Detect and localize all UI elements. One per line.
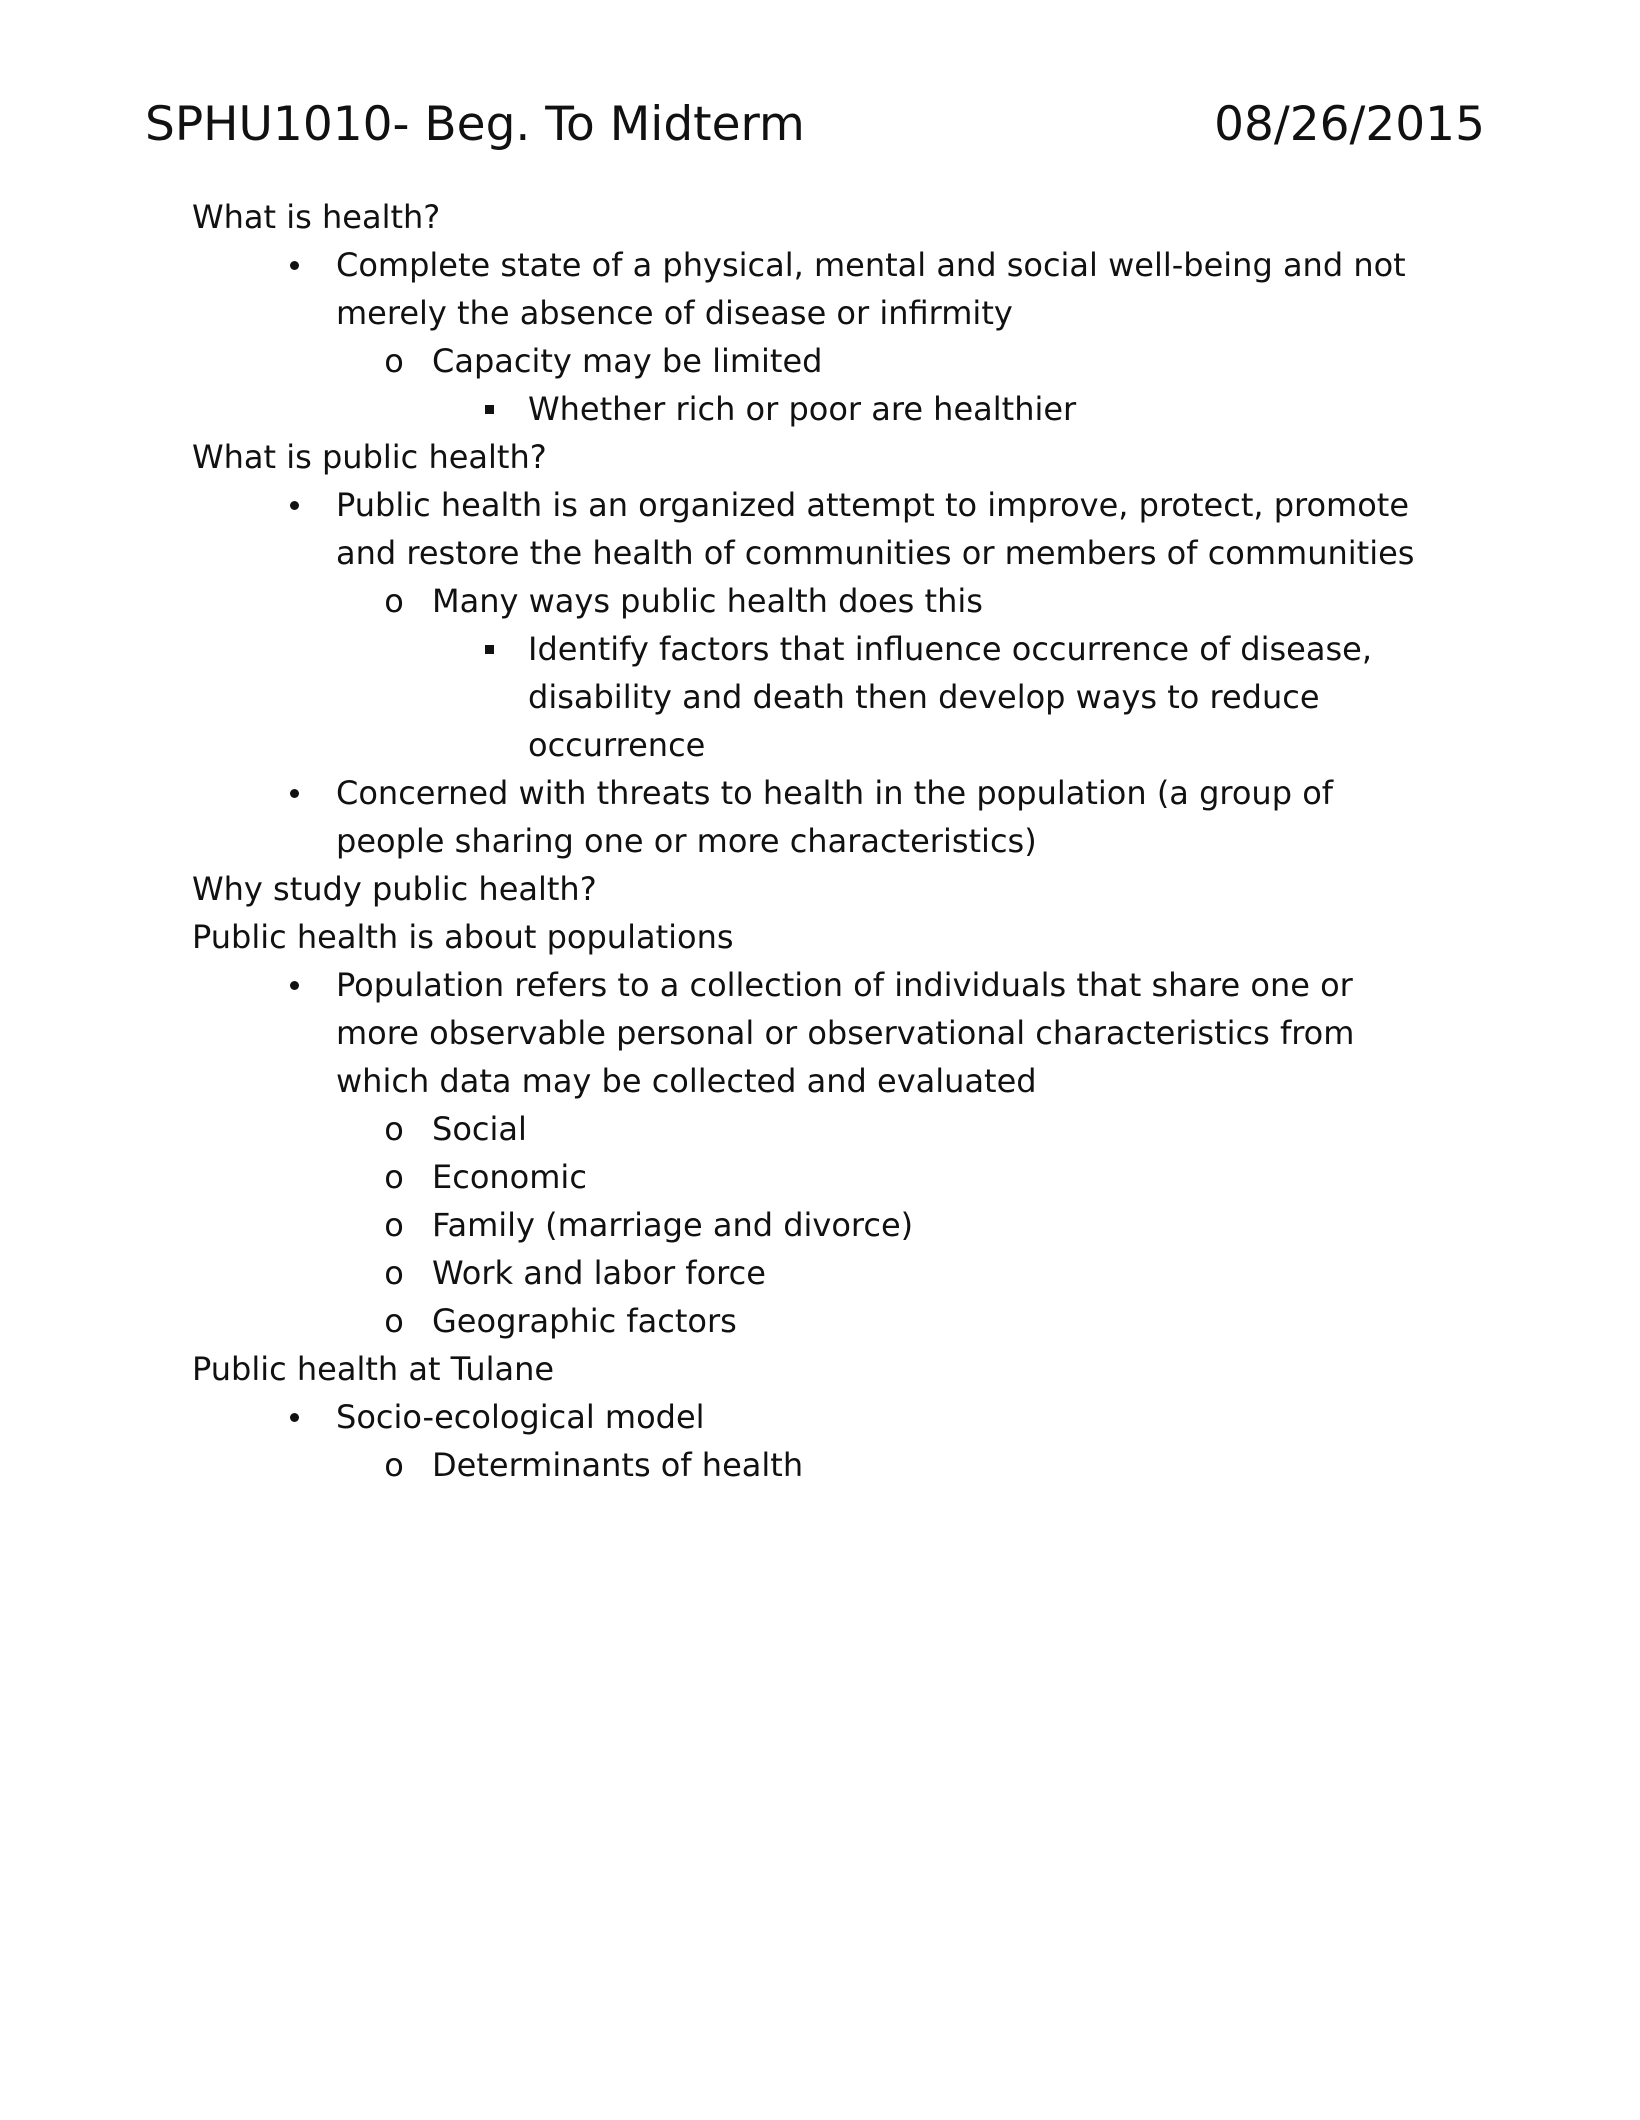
section-heading [0, 913, 1640, 961]
bullet-icon [279, 961, 309, 1009]
square-bullet-icon [474, 625, 504, 673]
line-text: Public health is about populations [192, 918, 734, 956]
line-text: Determinants of health [432, 1446, 804, 1484]
list-item [0, 481, 1640, 529]
line-text: What is health? [192, 198, 441, 236]
line-text: Public health at Tulane [192, 1350, 555, 1388]
list-item [0, 337, 1640, 385]
hollow-o-bullet-icon: o [384, 1302, 404, 1340]
list-item [0, 241, 1640, 289]
section-heading [0, 193, 1640, 241]
line-text: Whether rich or poor are healthier [528, 390, 1077, 428]
line-text: Concerned with threats to health in the population (a group of [336, 774, 1334, 812]
hollow-o-bullet-icon: o [384, 342, 404, 380]
line-text: disability and death then develop ways to reduce [528, 678, 1320, 716]
bullet-icon [279, 1393, 309, 1441]
list-item-continuation [0, 1009, 1640, 1057]
list-item-continuation [0, 289, 1640, 337]
line-text: Identify factors that influence occurrence of disease, [528, 630, 1372, 668]
line-text: Public health is an organized attempt to improve, protect, promote [336, 486, 1410, 524]
hollow-o-bullet-icon: o [384, 1206, 404, 1244]
notes-body [0, 193, 1640, 1489]
line-text: occurrence [528, 726, 706, 764]
square-bullet-icon [474, 385, 504, 433]
line-text: Social [432, 1110, 527, 1148]
list-item-continuation [0, 529, 1640, 577]
list-item [0, 625, 1640, 673]
line-text: Capacity may be limited [432, 342, 823, 380]
list-item-continuation [0, 1057, 1640, 1105]
list-item [0, 1201, 1640, 1249]
list-item [0, 1249, 1640, 1297]
bullet-icon [279, 481, 309, 529]
hollow-o-bullet-icon: o [384, 1254, 404, 1292]
line-text: Geographic factors [432, 1302, 737, 1340]
bullet-icon [279, 241, 309, 289]
list-item [0, 1153, 1640, 1201]
line-text: Many ways public health does this [432, 582, 983, 620]
list-item [0, 961, 1640, 1009]
list-item [0, 1441, 1640, 1489]
line-text: Economic [432, 1158, 587, 1196]
hollow-o-bullet-icon: o [384, 1446, 404, 1484]
list-item-continuation [0, 721, 1640, 769]
list-item [0, 1393, 1640, 1441]
line-text: more observable personal or observational characteristics from [336, 1014, 1355, 1052]
section-heading [0, 433, 1640, 481]
list-item-continuation [0, 673, 1640, 721]
list-item [0, 1105, 1640, 1153]
line-text: Family (marriage and divorce) [432, 1206, 914, 1244]
section-heading [0, 865, 1640, 913]
hollow-o-bullet-icon: o [384, 582, 404, 620]
section-heading [0, 1345, 1640, 1393]
list-item [0, 577, 1640, 625]
line-text: and restore the health of communities or members of communities [336, 534, 1415, 572]
hollow-o-bullet-icon: o [384, 1158, 404, 1196]
bullet-icon [279, 769, 309, 817]
hollow-o-bullet-icon: o [384, 1110, 404, 1148]
document-title: SPHU1010- Beg. To Midterm [145, 97, 805, 152]
document-date: 08/26/2015 [1214, 97, 1485, 152]
list-item [0, 769, 1640, 817]
line-text: Work and labor force [432, 1254, 766, 1292]
line-text: Complete state of a physical, mental and social well-being and not [336, 246, 1406, 284]
line-text: which data may be collected and evaluated [336, 1062, 1037, 1100]
line-text: people sharing one or more characteristics) [336, 822, 1037, 860]
list-item [0, 385, 1640, 433]
line-text: Socio-ecological model [336, 1398, 705, 1436]
line-text: merely the absence of disease or infirmity [336, 294, 1013, 332]
page-header [145, 95, 1485, 155]
line-text: Why study public health? [192, 870, 597, 908]
line-text: Population refers to a collection of individuals that share one or [336, 966, 1353, 1004]
list-item-continuation [0, 817, 1640, 865]
line-text: What is public health? [192, 438, 547, 476]
list-item [0, 1297, 1640, 1345]
